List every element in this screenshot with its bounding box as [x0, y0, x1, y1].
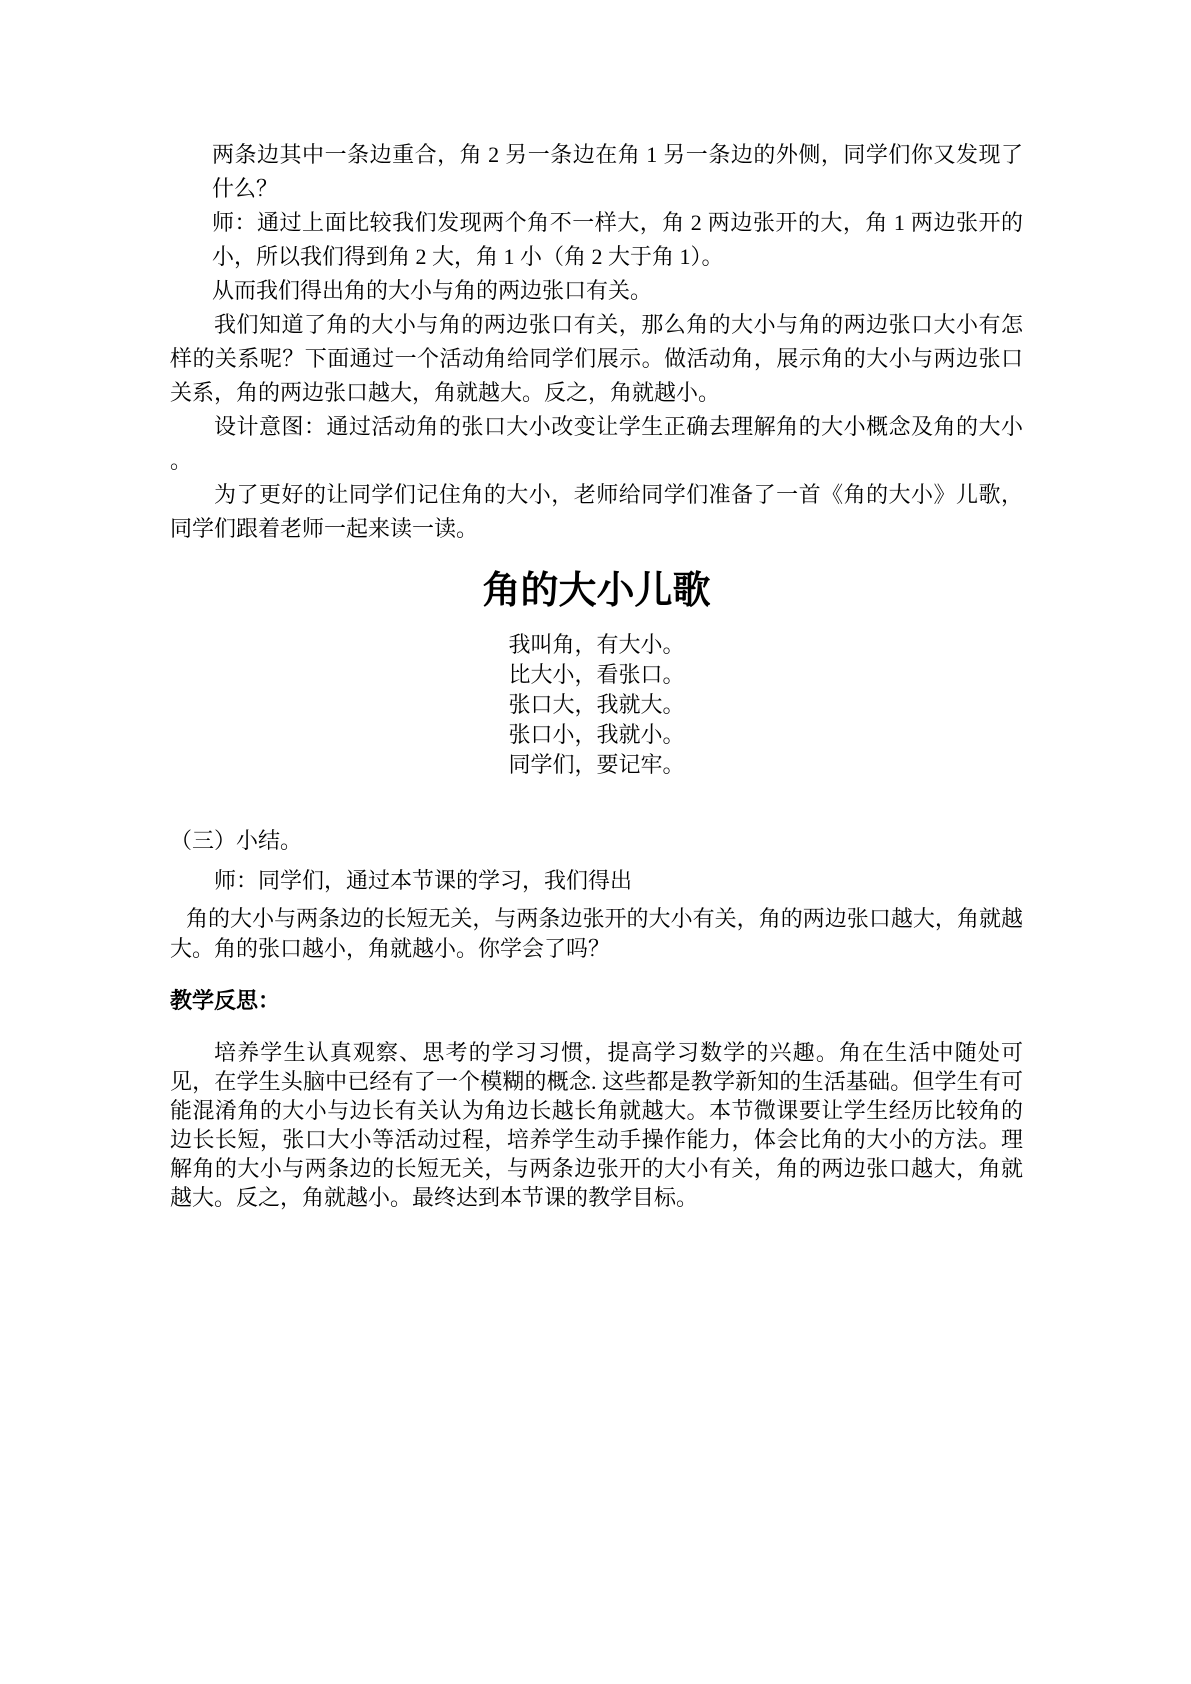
intro-paragraph-4: 我们知道了角的大小与角的两边张口有关，那么角的大小与角的两边张口大小有怎样的关系呢？下面通过一个活动角给同学们展示。做活动角，展示角的大小与两边张口关系，角的两边张口越大，角就越大。反之，角就越小。 — [170, 312, 1023, 405]
summary-conclusion-paragraph: 角的大小与两条边的长短无关，与两条边张开的大小有关，角的两边张口越大，角就越大。角的张口越小，角就越小。你学会了吗？ — [170, 906, 1023, 961]
poem-line-4: 张口小，我就小。 — [508, 722, 685, 747]
poem-title: 角的大小儿歌 — [482, 570, 711, 612]
poem-line-5: 同学们，要记牢。 — [508, 752, 685, 777]
summary-section-heading: （三）小结。 — [170, 828, 303, 853]
reflection-paragraph: 培养学生认真观察、思考的学习习惯，提高学习数学的兴趣。角在生活中随处可见，在学生头脑中已经有了一个模糊的概念. 这些都是教学新知的生活基础。但学生有可能混淆角的大小与边长有关认为角边长越长角就越大。本节微课要让学生经历比较角的边长长短，张口大小等活动过程，培养学生动手操作能力，体会比角的大小的方法。理解角的大小与两条边的长短无关，与两条边张开的大小有关，角的两边张口越大，角就越大。反之，角就越小。最终达到本节课的教学目标。 — [170, 1040, 1023, 1210]
intro-paragraph-3: 从而我们得出角的大小与角的两边张口有关。 — [212, 278, 653, 303]
summary-teacher-line: 师：同学们，通过本节课的学习，我们得出 — [214, 868, 633, 893]
intro-paragraph-2: 师：通过上面比较我们发现两个角不一样大，角 2 两边张开的大，角 1 两边张开的小，所以我们得到角 2 大，角 1 小（角 2 大于角 1）。 — [212, 210, 1023, 269]
reflection-heading: 教学反思： — [170, 988, 281, 1013]
intro-paragraph-6: 为了更好的让同学们记住角的大小，老师给同学们准备了一首《角的大小》儿歌，同学们跟着老师一起来读一读。 — [170, 482, 1023, 541]
poem-line-1: 我叫角，有大小。 — [508, 632, 685, 657]
intro-paragraph-1: 两条边其中一条边重合，角 2 另一条边在角 1 另一条边的外侧，同学们你又发现了什么？ — [212, 142, 1023, 201]
poem-line-3: 张口大，我就大。 — [508, 692, 685, 717]
intro-paragraph-5: 设计意图：通过活动角的张口大小改变让学生正确去理解角的大小概念及角的大小 。 — [170, 414, 1023, 473]
poem-line-2: 比大小，看张口。 — [508, 662, 685, 687]
